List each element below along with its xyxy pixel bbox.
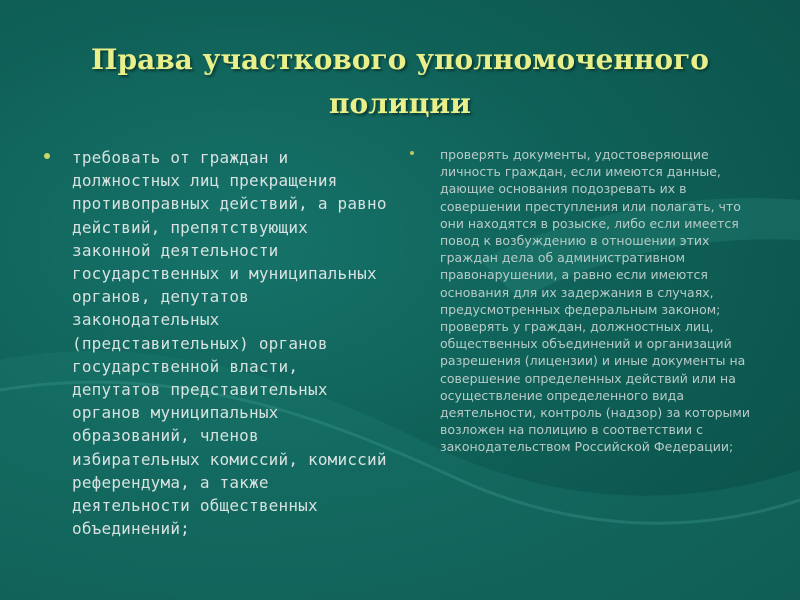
bullet-icon	[44, 153, 50, 159]
right-bullet-text: проверять документы, удостоверяющие личность граждан, если имеются данные, дающие основания подозревать их в совершении преступления или полагать, что они находятся в розыске, либо если имеется повод к возбуждению в отношении этих граждан дела об административном правонарушении, а равно если имеются основания для их задержания в случаях, предусмотренных федеральным законом; проверять у граждан, должностных лиц, общественных объединений и организаций разрешения (лицензии) и иные документы на совершение определенных действий или на осуществление определенного вида деятельности, контроль (надзор) за которыми возложен на полицию в соответствии с законодательством Российской Федерации;	[440, 147, 750, 455]
bullet-icon	[410, 151, 414, 155]
left-bullet-text: требовать от граждан и должностных лиц прекращения противоправных действий, а равно действий, препятствующих законной деятельности государственных и муниципальных органов, депутатов законодательных (представительных) органов государственной власти, депутатов представительных органов муниципальных образований, членов избирательных комиссий, комиссий референдума, а также деятельности общественных объединений;	[72, 148, 387, 539]
left-bullet-item	[44, 146, 394, 540]
right-bullet-item	[410, 146, 755, 456]
slide-title: Права участкового уполномоченного полиции	[91, 43, 709, 120]
